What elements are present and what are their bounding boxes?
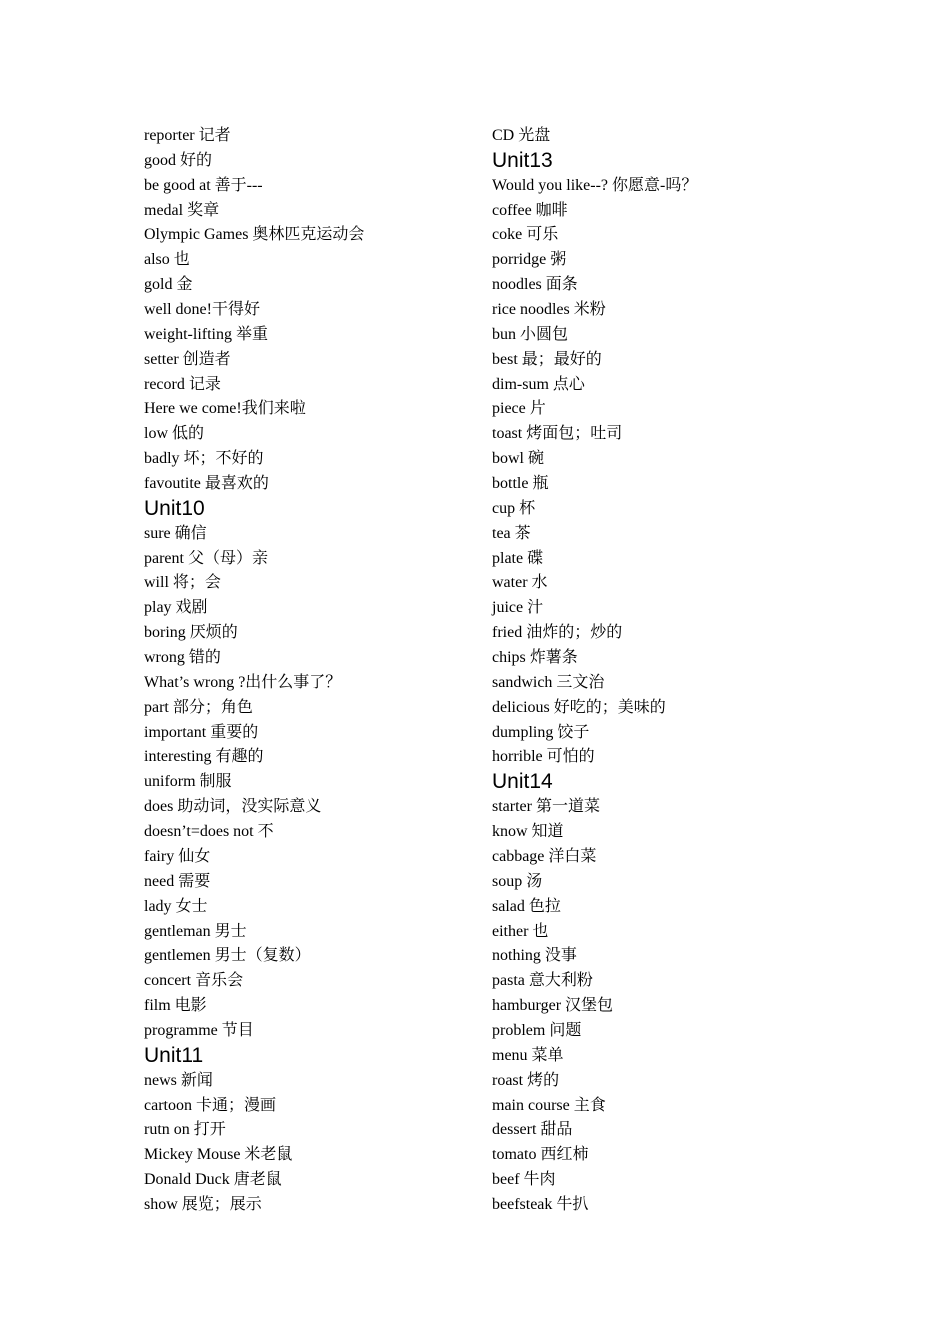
- vocab-entry: coke 可乐: [492, 226, 559, 244]
- vocab-entry: record 记录: [144, 375, 221, 393]
- vocab-entry: favoutite 最喜欢的: [144, 475, 269, 493]
- vocab-entry: hamburger 汉堡包: [492, 997, 614, 1015]
- right-column: [492, 124, 832, 1218]
- vocab-entry: show 展览；展示: [144, 1195, 262, 1213]
- vocab-entry: know 知道: [492, 823, 564, 841]
- vocab-entry: news 新闻: [144, 1071, 213, 1089]
- vocab-entry: will 将；会: [144, 574, 221, 592]
- vocab-entry: cup 杯: [492, 499, 536, 517]
- vocab-entry: doesn’t=does not 不: [144, 823, 274, 841]
- vocab-entry: noodles 面条: [492, 276, 578, 294]
- vocab-entry: boring 厌烦的: [144, 624, 238, 642]
- vocab-entry: rice noodles 米粉: [492, 301, 606, 319]
- vocab-entry: Mickey Mouse 米老鼠: [144, 1146, 293, 1164]
- vocab-entry: porridge 粥: [492, 251, 567, 269]
- vocab-entry: fairy 仙女: [144, 847, 211, 865]
- vocab-entry: bottle 瓶: [492, 475, 549, 493]
- vocab-entry: does 助动词，没实际意义: [144, 798, 322, 816]
- vocab-entry: play 戏剧: [144, 599, 208, 617]
- vocab-entry: wrong 错的: [144, 649, 221, 667]
- vocab-entry: fried 油炸的；炒的: [492, 624, 623, 642]
- vocab-entry: badly 坏；不好的: [144, 450, 264, 468]
- vocab-entry: dumpling 饺子: [492, 723, 590, 741]
- vocab-entry: also 也: [144, 251, 190, 269]
- unit-heading: Unit13: [492, 148, 553, 172]
- left-column: [144, 124, 484, 1218]
- vocab-entry: coffee 咖啡: [492, 201, 568, 219]
- vocab-entry: soup 汤: [492, 872, 543, 890]
- vocab-entry: roast 烤的: [492, 1071, 560, 1089]
- vocab-entry: low 低的: [144, 425, 205, 443]
- vocab-entry: menu 菜单: [492, 1046, 564, 1064]
- vocab-entry: Would you like--? 你愿意-吗？: [492, 176, 698, 194]
- vocab-entry: sandwich 三文治: [492, 673, 605, 691]
- vocab-entry: reporter 记者: [144, 127, 231, 144]
- vocab-entry: film 电影: [144, 997, 207, 1015]
- vocab-entry: good 好的: [144, 151, 213, 169]
- vocab-entry: medal 奖章: [144, 201, 220, 219]
- vocab-entry: be good at 善于---: [144, 176, 263, 194]
- vocab-entry: setter 创造者: [144, 350, 231, 368]
- unit-heading: Unit11: [144, 1043, 204, 1067]
- vocab-entry: important 重要的: [144, 723, 259, 741]
- vocab-entry: What’s wrong ?出什么事了？: [144, 673, 342, 691]
- vocab-entry: main course 主食: [492, 1096, 606, 1114]
- vocab-entry: bowl 碗: [492, 450, 545, 468]
- vocab-entry: Olympic Games 奥林匹克运动会: [144, 226, 365, 244]
- vocab-entry: bun 小圆包: [492, 325, 569, 343]
- vocab-entry: starter 第一道菜: [492, 798, 600, 816]
- vocab-entry: water 水: [492, 574, 548, 592]
- vocab-entry: beefsteak 牛扒: [492, 1195, 589, 1213]
- vocab-entry: salad 色拉: [492, 897, 561, 915]
- vocab-entry: horrible 可怕的: [492, 748, 595, 766]
- vocab-entry: uniform 制服: [144, 773, 232, 791]
- vocab-entry: well done!干得好: [144, 301, 260, 319]
- vocab-entry: toast 烤面包；吐司: [492, 425, 623, 443]
- vocab-entry: gentlemen 男士（复数）: [144, 947, 311, 965]
- vocab-entry: interesting 有趣的: [144, 748, 264, 766]
- vocab-entry: piece 片: [492, 400, 546, 418]
- vocab-entry: part 部分；角色: [144, 698, 253, 716]
- vocab-entry: Donald Duck 唐老鼠: [144, 1171, 282, 1189]
- unit-heading: Unit14: [492, 770, 553, 794]
- vocab-entry: gold 金: [144, 276, 193, 294]
- vocab-entry: rutn on 打开: [144, 1121, 226, 1139]
- vocab-entry: chips 炸薯条: [492, 649, 578, 667]
- vocab-entry: juice 汁: [492, 599, 544, 617]
- vocab-entry: Here we come!我们来啦: [144, 400, 306, 418]
- vocab-entry: programme 节目: [144, 1021, 254, 1039]
- vocab-entry: weight-lifting 举重: [144, 325, 268, 343]
- vocab-entry: delicious 好吃的；美味的: [492, 698, 666, 716]
- unit-heading: Unit10: [144, 496, 205, 520]
- vocab-entry: cartoon 卡通；漫画: [144, 1096, 276, 1114]
- vocab-entry: parent 父（母）亲: [144, 549, 268, 567]
- vocab-entry: best 最；最好的: [492, 350, 602, 368]
- vocab-entry: nothing 没事: [492, 947, 577, 965]
- vocab-entry: problem 问题: [492, 1021, 582, 1039]
- vocab-entry: dim-sum 点心: [492, 375, 585, 393]
- vocab-entry: dessert 甜品: [492, 1121, 573, 1139]
- vocab-entry: pasta 意大利粉: [492, 972, 593, 990]
- vocab-entry: need 需要: [144, 872, 211, 890]
- vocab-entry: gentleman 男士: [144, 922, 247, 940]
- vocab-entry: tea 茶: [492, 524, 531, 542]
- vocab-entry: tomato 西红柿: [492, 1146, 589, 1164]
- vocab-entry: lady 女士: [144, 897, 208, 915]
- vocab-entry: sure 确信: [144, 524, 207, 542]
- vocab-entry: plate 碟: [492, 549, 544, 567]
- vocab-entry: cabbage 洋白菜: [492, 847, 597, 865]
- vocab-entry: CD 光盘: [492, 127, 551, 144]
- vocab-entry: beef 牛肉: [492, 1171, 556, 1189]
- vocab-entry: either 也: [492, 922, 549, 940]
- vocab-entry: concert 音乐会: [144, 972, 244, 990]
